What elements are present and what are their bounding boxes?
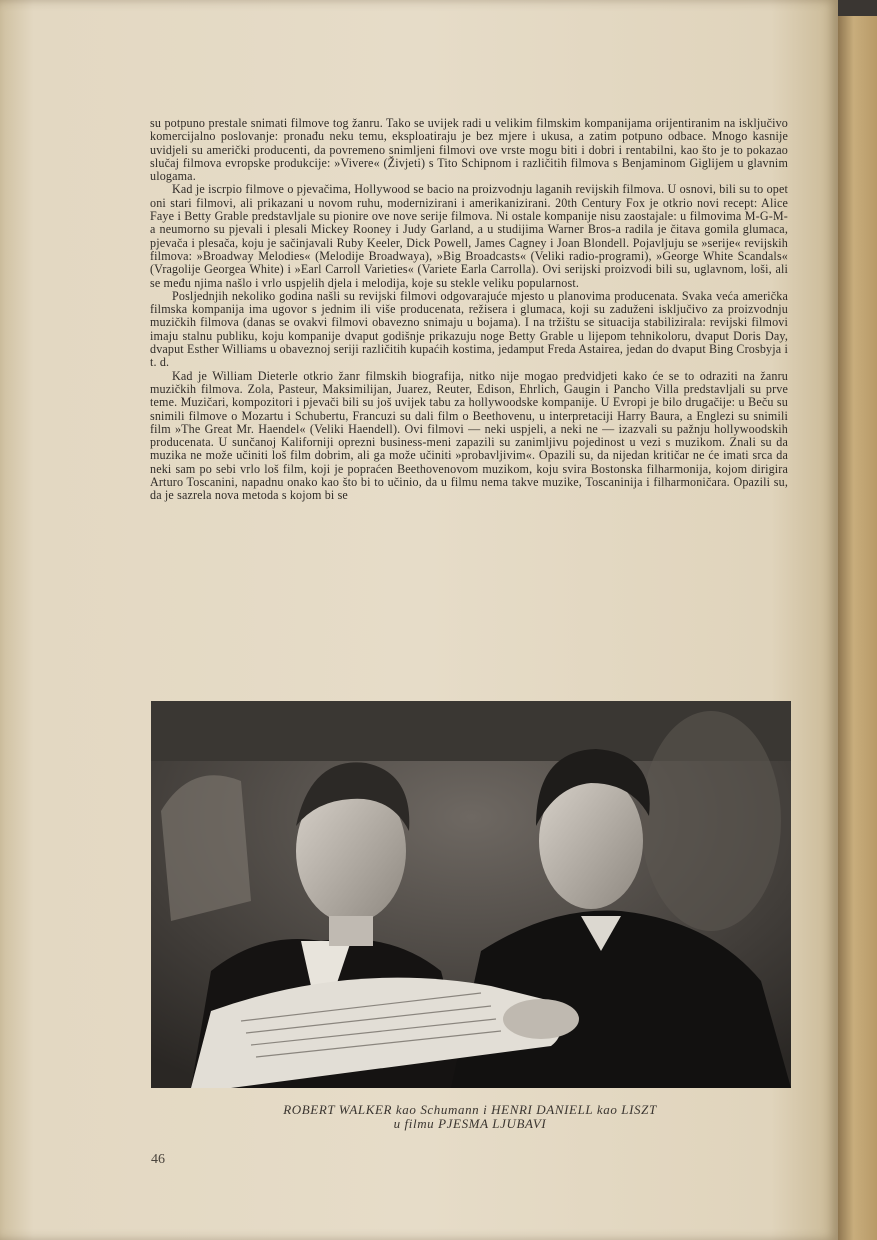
paragraph-4: Kad je William Dieterle otkrio žanr filmskih biografija, nitko nije mogao predvidjeti kako će se to odraziti na žanru muzičkih filmova. Zola, Pasteur, Maksimilijan, Juarez, Reuter, Edison, Ehrlich, Gaugin i Pancho Villa predstavljali su prve teme. Muzičari, kompozitori i pjevači bili su još uvijek tabu za hollywoodske kompanije. U Evropi je bilo drugačije: u Beču su snimili filmove o Mozartu i Schubertu, Francuzi su dali film o Beethovenu, u interpretaciji Harry Baura, a Englezi su snimili film »The Great Mr. Haendel« (Veliki Haendell). Ovi filmovi — neki uspjeli, a neki ne — izazvali su pažnju hollywoodskih producenata. U sunčanoj Kaliforniji oprezni business-meni zapazili su zanimljivu pojedinost u vezi s muzikom. Znali su da muzika ne može učiniti loš film dobrim, ali ga može učiniti »probavljivim«. Opazili su, da nijedan kritičar ne će imati srca da neki sam po sebi vrlo loš film, koji je popraćen Beethovenovom muzikom, koju svira Bostonska filharmonija, kojom dirigira Arturo Toscanini, napadnu onako kao što bi to učinio, da u filmu nema takve muzike, Toscaninija i filharmoničara. Opazili su, da je sazrela nova metoda s kojom bi se — [150, 368, 788, 503]
caption-line-2: u filmu PJESMA LJUBAVI — [393, 1116, 547, 1131]
paragraph-3: Posljednjih nekoliko godina našli su revijski filmovi odgovarajuće mjesto u planovima producenata. Svaka veća američka filmska kompanija ima ugovor s jednim ili više producenata, režisera i glumaca, koji su zaduženi isključivo za proizvodnju muzičkih filmova (danas se ovakvi filmovi obavezno snimaju u bojama). I na tržištu se situacija stabilizirala: revijski filmovi imaju stalnu publiku, koju kompanije dvaput godišnje prikazuju noge Betty Grable u lijepom tehnikoloru, dvaput Doris Day, dvaput Esther Williams u obaveznoj seriji različitih kupaćih kostima, jedamput Freda Astairea, jedan do dvaput Bing Crosbyja i t. d. — [150, 288, 788, 370]
body-text — [150, 117, 788, 503]
paragraph-2: Kad je iscrpio filmove o pjevačima, Hollywood se bacio na proizvodnju laganih revijskih filmova. U osnovi, bili su to opet oni stari filmovi, ali prikazani u novom ruhu, modernizirani i amerikanizirani. 20th Century Fox je otkrio novi recept: Alice Faye i Betty Grable predstavljale su pionire ove nove serije filmova. Ni ostale kompanije nisu zaostajale: u filmovima M-G-M-a neumorno su pjevali i plesali Mickey Rooney i Judy Garland, a u studijima Warner Bros-a radila je čitava gomila glumaca, pjevača i plesača, koju je sačinjavali Ruby Keeler, Dick Powell, James Cagney i Joan Blondell. Pojavljuju se »serije« revijskih filmova: »Broadway Melodies« (Melodije Broadwaya), »Big Broadcasts« (Veliki radio-programi), »George White Scandals« (Vragolije Georgea White) i »Earl Carroll Varieties« (Variete Earla Carrolla). Ovi serijski proizvodi bili su, uglavnom, loši, ali se među njima našlo i vrlo uspjelih djela i melodija, koje su stekle veliku popularnost. — [150, 182, 788, 290]
next-page-edge — [838, 16, 877, 1240]
photo-caption — [150, 1103, 790, 1131]
page-number: 46 — [151, 1152, 165, 1167]
paragraph-1: su potpuno prestale snimati filmove tog žanru. Tako se uvijek radi u velikim filmskim kompanijama orijentiranim na isključivo komercijalno poslovanje: pronađu neku temu, eksploatiraju je bez mjere i ukusa, a zatim potpuno odbace. Mnogo kasnije uvidjeli su američki producenti, da povremeno snimljeni filmovi ove vrste mogu biti i dobri i rentabilni, kao što je to pokazao slučaj filmova evropske produkcije: »Vivere« (Živjeti) s Tito Schipnom i različitih filmova s Benjaminom Giglijem u glavnim ulogama. — [150, 116, 788, 184]
film-still-image — [151, 701, 791, 1088]
film-still-photo — [151, 701, 791, 1088]
caption-line-1: ROBERT WALKER kao Schumann i HENRI DANIELL kao LISZT — [283, 1102, 657, 1117]
